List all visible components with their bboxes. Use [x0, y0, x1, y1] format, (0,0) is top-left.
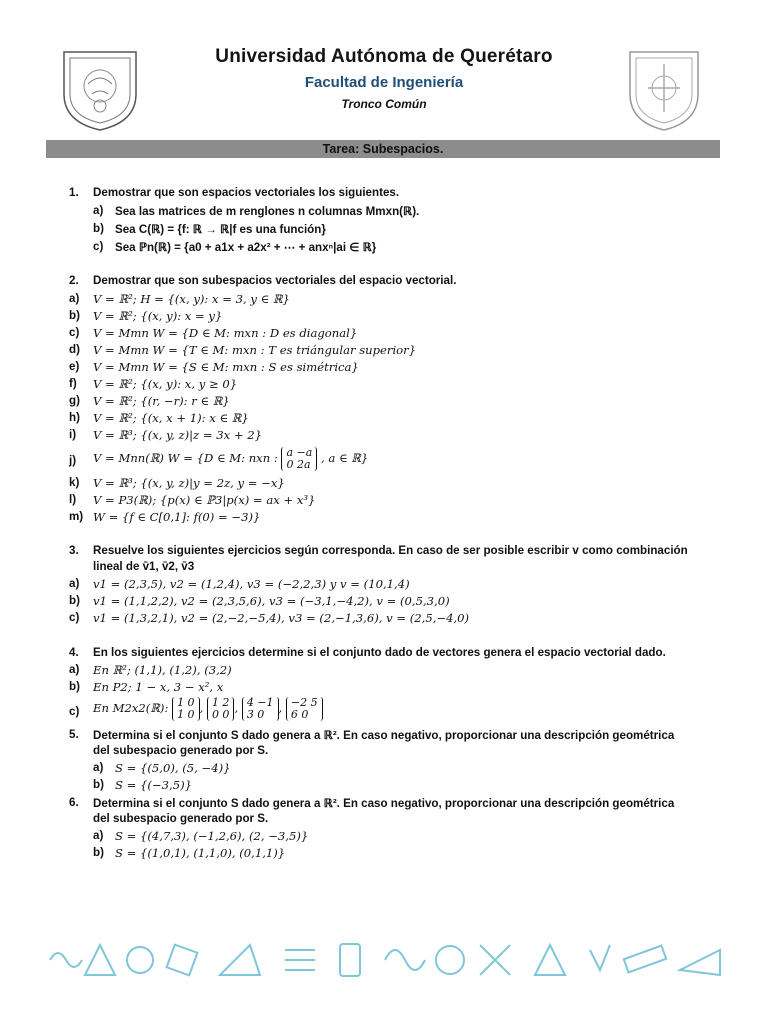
q5-text-line1: Determina si el conjunto S dado genera a ℝ². En caso negativo, proporcionar una descripción geométrica [93, 729, 675, 742]
title-bar: Tarea: Subespacios. [46, 140, 720, 158]
q2-text: Demostrar que son subespacios vectoriales del espacio vectorial. [93, 274, 457, 287]
matrix [242, 697, 279, 721]
q1-item-label: a) [93, 204, 104, 217]
q6-item-text: S = {(4,7,3), (−1,2,6), (2, −3,5)} [115, 829, 309, 843]
matrix-row: a −a [286, 446, 313, 459]
matrix-row: −2 5 [290, 696, 318, 709]
q2-item-text: V = ℝ³; {(x, y, z)|y = 2z, y = −x} [93, 476, 285, 490]
q2-item-text: V = Mmn W = {T ∈ M: mxn : T es triángular superior} [93, 343, 417, 357]
document-header [0, 40, 768, 140]
q6-item-label: a) [93, 829, 104, 842]
q2-item-text-before: V = Mnn(ℝ) W = {D ∈ M: nxn : [93, 451, 282, 465]
q1-item-text: Sea C(ℝ) = {f: ℝ → ℝ|f es una función} [115, 223, 326, 236]
q2-item-label: c) [69, 326, 80, 339]
q1-text: Demostrar que son espacios vectoriales los siguientes. [93, 186, 400, 199]
q3-item-label: a) [69, 577, 80, 590]
matrix [207, 697, 235, 721]
q2-item-text: V = ℝ²; {(x, y): x = y} [93, 309, 223, 323]
matrix-row: 1 2 [211, 696, 230, 709]
q2-item-label: k) [69, 476, 80, 489]
faculty-name: Facultad de Ingeniería [304, 74, 464, 91]
q2-item-text: V = ℝ²; H = {(x, y): x = 3, y ∈ ℝ} [93, 292, 290, 306]
q2-item-label: e) [69, 360, 80, 373]
q2-item-text: V = ℝ³; {(x, y, z)|z = 3x + 2} [93, 428, 263, 442]
q3-item-label: c) [69, 611, 80, 624]
q2-item-text: V = ℝ²; {(r, −r): r ∈ ℝ} [93, 394, 230, 408]
q2-item-label: m) [69, 510, 84, 523]
q6-item-text: S = {(1,0,1), (1,1,0), (0,1,1)} [115, 846, 286, 860]
q4-item-label: b) [69, 680, 80, 693]
uaq-seal-icon [58, 48, 142, 132]
university-name: Universidad Autónoma de Querétaro [215, 46, 553, 67]
q4-item-text: En M2x2(ℝ): [93, 701, 169, 715]
math-doodles-border-icon [40, 930, 730, 990]
matrix [172, 697, 200, 721]
q4-item-matrices: En M2x2(ℝ): 1 0 1 0 , 1 2 0 0 , 4 −1 3 0 , −2 5 6 0 [93, 697, 323, 721]
matrix-row: 3 0 [246, 708, 265, 721]
q5-number: 5. [69, 728, 79, 741]
q4-item-label: c) [69, 705, 80, 718]
q2-item-label: i) [69, 428, 77, 441]
q2-item-text: V = Mmn W = {D ∈ M: mxn : D es diagonal} [93, 326, 358, 340]
tronco-comun-label: Tronco Común [341, 97, 427, 111]
q6-item-label: b) [93, 846, 104, 859]
q5-item-text: S = {(−3,5)} [115, 778, 192, 792]
matrix [286, 697, 323, 721]
q2-item-text: V = ℝ²; {(x, y): x, y ≥ 0} [93, 377, 238, 391]
facultad-ingenieria-seal-icon [622, 48, 706, 132]
q2-item-label: d) [69, 343, 80, 356]
q2-item-matrix-row [93, 447, 368, 471]
matrix-row: 0 0 [211, 708, 230, 721]
q2-item-label: b) [69, 309, 80, 322]
q6-number: 6. [69, 796, 79, 809]
q1-item-label: c) [93, 240, 104, 253]
q2-item-text: W = {f ∈ C[0,1]: f(0) = −3)} [93, 510, 261, 524]
matrix-row: 1 0 [177, 708, 195, 721]
matrix-row: 6 0 [290, 708, 309, 721]
matrix-row: 0 2a [286, 458, 311, 471]
matrix [281, 447, 317, 471]
q1-item-text: Sea ℙn(ℝ) = {a0 + a1x + a2x² + ⋯ + anxⁿ|ai ∈ ℝ} [115, 241, 377, 254]
q4-number: 4. [69, 646, 79, 659]
q5-item-text: S = {(5,0), (5, −4)} [115, 761, 231, 775]
q3-item-text: v1 = (1,3,2,1), v2 = (2,−2,−5,4), v3 = (2,−1,3,6), v = (2,5,−4,0) [93, 611, 470, 625]
q4-item-text: En ℝ²; (1,1), (1,2), (3,2) [93, 663, 232, 677]
q5-item-label: a) [93, 761, 104, 774]
q1-item-label: b) [93, 222, 104, 235]
q2-item-text: V = ℝ²; {(x, x + 1): x ∈ ℝ} [93, 411, 249, 425]
q2-item-label: h) [69, 411, 80, 424]
q4-text: En los siguientes ejercicios determine si el conjunto dado de vectores genera el espacio vectorial dado. [93, 646, 666, 659]
q2-item-label: a) [69, 292, 80, 305]
q2-item-label: f) [69, 377, 77, 390]
q6-text-line2: del subespacio generado por S. [93, 812, 269, 825]
q5-text-line2: del subespacio generado por S. [93, 744, 269, 757]
q2-item-text: V = Mmn W = {S ∈ M: mxn : S es simétrica} [93, 360, 359, 374]
q3-text-line1: Resuelve los siguientes ejercicios según corresponda. En caso de ser posible escribir v como combinación [93, 544, 688, 557]
q2-item-label: g) [69, 394, 80, 407]
q2-item-label: l) [69, 493, 77, 506]
matrix-row: 4 −1 [246, 696, 274, 709]
q2-item-text: V = P3(ℝ); {p(x) ∈ ℙ3|p(x) = ax + x³} [93, 493, 316, 507]
q2-item-label: j) [69, 454, 77, 467]
q1-item-text: Sea las matrices de m renglones n columnas Mmxn(ℝ). [115, 205, 420, 218]
q1-number: 1. [69, 186, 79, 199]
q3-number: 3. [69, 544, 79, 557]
matrix-row: 1 0 [177, 696, 195, 709]
q2-item-text-after: , a ∈ ℝ} [321, 451, 369, 465]
q3-item-text: v1 = (1,1,2,2), v2 = (2,3,5,6), v3 = (−3,1,−4,2), v = (0,5,3,0) [93, 594, 450, 608]
q5-item-label: b) [93, 778, 104, 791]
q3-item-text: v1 = (2,3,5), v2 = (1,2,4), v3 = (−2,2,3) y v = (10,1,4) [93, 577, 410, 591]
q4-item-label: a) [69, 663, 80, 676]
q3-item-label: b) [69, 594, 80, 607]
q4-item-text: En P2; 1 − x, 3 − x², x [93, 680, 224, 694]
q2-number: 2. [69, 274, 79, 287]
q6-text-line1: Determina si el conjunto S dado genera a ℝ². En caso negativo, proporcionar una descripción geométrica [93, 797, 675, 810]
q3-text-line2: lineal de v̄1, v̄2, v̄3 [93, 560, 195, 573]
